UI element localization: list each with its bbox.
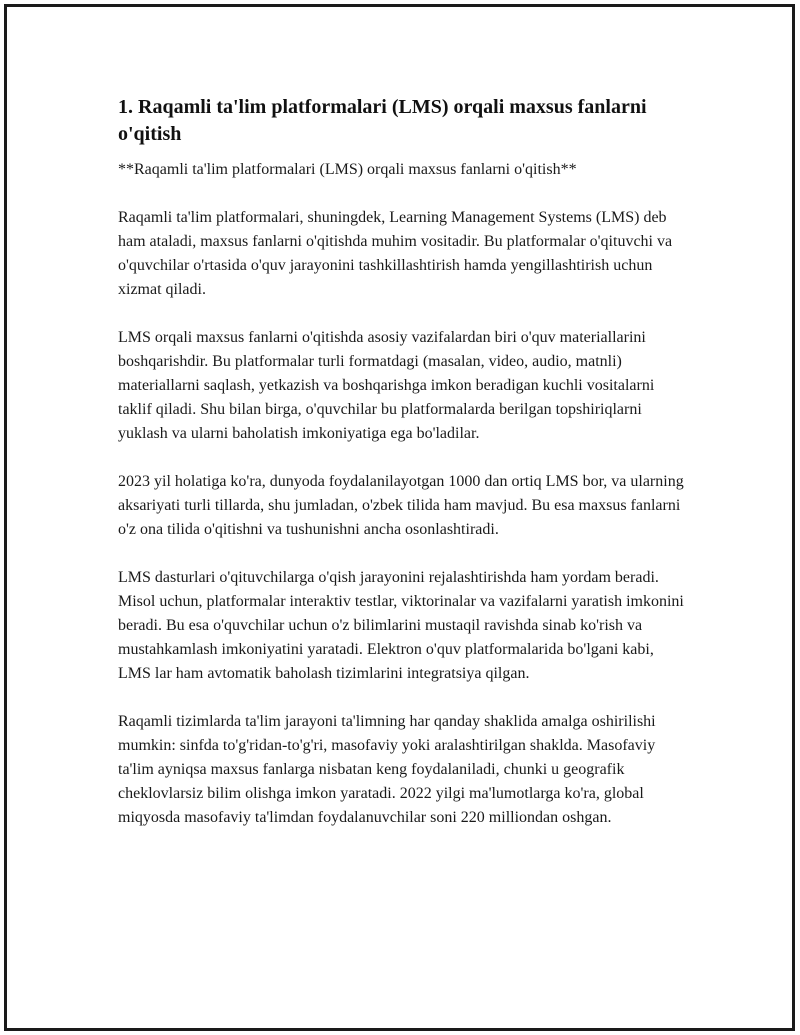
document-body [118,94,688,854]
document-subtitle: **Raqamli ta'lim platformalari (LMS) orqali maxsus fanlarni o'qitish** [118,161,577,178]
paragraph-2: LMS orqali maxsus fanlarni o'qitishda asosiy vazifalardan biri o'quv materiallarini boshqarishdir. Bu platformalar turli formatdagi (masalan, video, audio, matnli) materiallarni saqlash, yetkazish va boshqarishga imkon beradigan kuchli vositalarni taklif qiladi. Shu bilan birga, o'quvchilar bu platformalarda berilgan topshiriqlarni yuklash va ularni baholatish imkoniyatiga ega bo'ladilar. [118,329,655,442]
paragraph-1: Raqamli ta'lim platformalari, shuningdek, Learning Management Systems (LMS) deb ham ataladi, maxsus fanlarni o'qitishda muhim vositadir. Bu platformalar o'qituvchi va o'quvchilar o'rtasida o'quv jarayonini tashkillashtirish hamda yengillashtirish uchun xizmat qiladi. [118,209,673,298]
paragraph-4: LMS dasturlari o'qituvchilarga o'qish jarayonini rejalashtirishda ham yordam beradi. Misol uchun, platformalar interaktiv testlar, viktorinalar va vazifalarni yaratish imkonini beradi. Bu esa o'quvchilar uchun o'z bilimlarini mustaqil ravishda sinab ko'rish va mustahkamlash imkoniyatini yaratadi. Elektron o'quv platformalarida bo'lgani kabi, LMS lar ham avtomatik baholash tizimlarini integratsiya qilgan. [118,569,684,682]
document-heading: 1. Raqamli ta'lim platformalari (LMS) orqali maxsus fanlarni o'qitish [118,96,647,145]
paragraph-3: 2023 yil holatiga ko'ra, dunyoda foydalanilayotgan 1000 dan ortiq LMS bor, va ularning aksariyati turli tillarda, shu jumladan, o'zbek tilida ham mavjud. Bu esa maxsus fanlarni o'z ona tilida o'qitishni va tushunishni ancha osonlashtiradi. [118,473,684,538]
paragraph-5: Raqamli tizimlarda ta'lim jarayoni ta'limning har qanday shaklida amalga oshirilishi mumkin: sinfda to'g'ridan-to'g'ri, masofaviy yoki aralashtirilgan shaklda. Masofaviy ta'lim ayniqsa maxsus fanlarga nisbatan keng foydalaniladi, chunki u geografik cheklovlarsiz bilim olishga imkon yaratadi. 2022 yilgi ma'lumotlarga ko'ra, global miqyosda masofaviy ta'limdan foydalanuvchilar soni 220 milliondan oshgan. [118,713,656,826]
